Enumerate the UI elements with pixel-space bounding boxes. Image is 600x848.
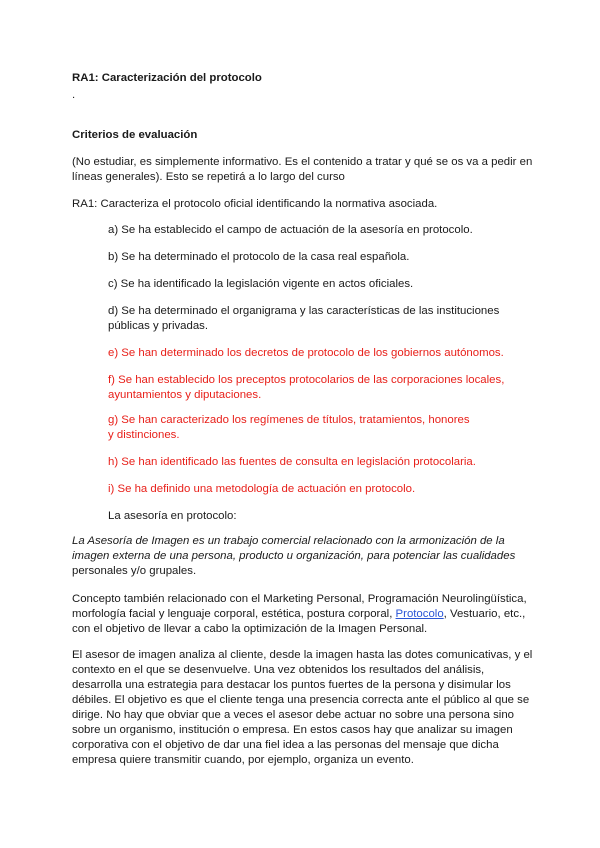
protocolo-link[interactable]: Protocolo bbox=[395, 608, 444, 620]
page-title: RA1: Caracterización del protocolo bbox=[72, 72, 262, 84]
advisor-paragraph: El asesor de imagen analiza al cliente, desde la imagen hasta las dotes comunicativas, y el contexto en el que se desenvuelve. Una vez obtenidos los resultados del análisis, desarrolla una estrategia para destacar los puntos fuertes de la persona y disimular los débiles. El objetivo es que el cliente tenga una presencia correcta ante el público al que se dirige. No hay que obviar que a veces el asesor debe actuar no sobre una persona sino sobre un organismo, institución o empresa. En estos casos hay que analizar su imagen corporativa con el objetivo de dar una fiel idea a las personas del mensaje que dicha empresa quiere transmitir cuando, por ejemplo, organiza un evento. bbox=[72, 649, 533, 766]
criterion-e: e) Se han determinado los decretos de protocolo de los gobiernos autónomos. bbox=[108, 347, 504, 359]
criterion-f: f) Se han establecido los preceptos protocolarios de las corporaciones locales, ayuntamientos y diputaciones. bbox=[108, 374, 505, 401]
criteria-note: (No estudiar, es simplemente informativo. Es el contenido a tratar y qué se os va a pedir en líneas generales). Esto se repetirá a lo largo del curso bbox=[72, 156, 533, 183]
section-heading: La asesoría en protocolo: bbox=[108, 510, 237, 522]
concept-text-before: Concepto también relacionado con el Marketing Personal, Programación Neurolingüística, morfología facial y lenguaje corporal, estética, postura corporal, bbox=[72, 593, 527, 620]
title-dot: . bbox=[72, 89, 76, 101]
definition-tail: personales y/o grupales. bbox=[72, 565, 197, 577]
criterion-a: a) Se ha establecido el campo de actuación de la asesoría en protocolo. bbox=[108, 224, 473, 236]
criterion-g: g) Se han caracterizado los regímenes de títulos, tratamientos, honores y distinciones. bbox=[108, 414, 470, 441]
concept-paragraph bbox=[72, 592, 527, 637]
criterion-i: i) Se ha definido una metodología de actuación en protocolo. bbox=[108, 483, 416, 495]
definition-italic: La Asesoría de Imagen es un trabajo comercial relacionado con la armonización de la imagen externa de una persona, producto u organización, para potenciar las cualidades bbox=[72, 535, 516, 562]
criterion-c: c) Se ha identificado la legislación vigente en actos oficiales. bbox=[108, 278, 414, 290]
criteria-heading: Criterios de evaluación bbox=[72, 129, 198, 141]
ra-intro: RA1: Caracteriza el protocolo oficial identificando la normativa asociada. bbox=[72, 198, 438, 210]
criterion-h: h) Se han identificado las fuentes de consulta en legislación protocolaria. bbox=[108, 456, 476, 468]
definition-paragraph bbox=[72, 534, 532, 579]
criterion-b: b) Se ha determinado el protocolo de la casa real española. bbox=[108, 251, 410, 263]
criterion-d: d) Se ha determinado el organigrama y las características de las instituciones públicas y privadas. bbox=[108, 305, 500, 332]
concept-text-after: , Vestuario, etc., con el objetivo de llevar a cabo la optimización de la Imagen Personal. bbox=[72, 608, 526, 635]
